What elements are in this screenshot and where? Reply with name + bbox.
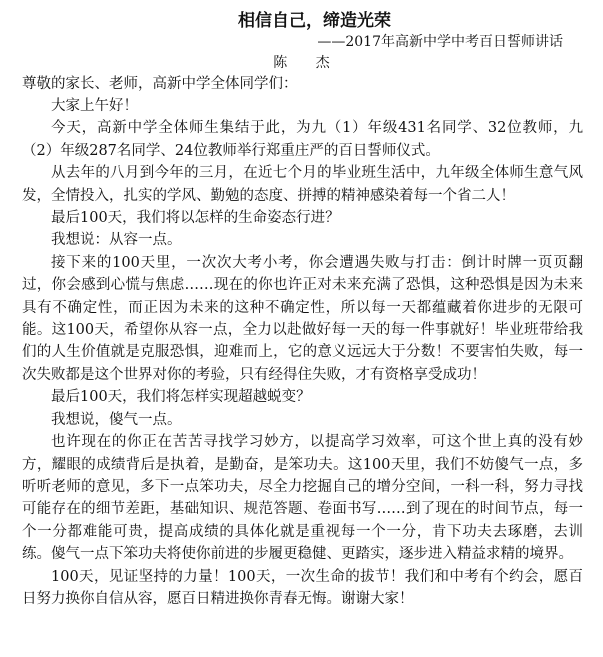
paragraph: 我想说：从容一点。 <box>51 232 182 249</box>
salutation: 尊敬的家长、老师，高新中学全体同学们： <box>22 76 298 92</box>
document-subtitle: ——2017年高新中学中考百日誓师讲话 <box>317 34 563 50</box>
paragraph: 大家上午好！ <box>51 98 138 114</box>
paragraph: 我想说，傻气一点。 <box>51 411 182 428</box>
paragraph: 最后100天，我们将以怎样的生命姿态行进？ <box>51 210 340 227</box>
paragraph: 也许现在的你正在苦苦寻找学习妙方，以提高学习效率，可这个世上真的没有妙方，耀眼的成绩背后是执着，是勤奋，是笨功夫。这100天里，我们不妨傻气一点，多听听老师的意见，多下一点笨功夫，尽全力挖掘自己的增分空间，一科一科，努力寻找可能存在的细节差距，基础知识、规范答题、卷面书写……到了现在的时间节点，每一个一分都难能可贵，提高成绩的具体化就是重视每一个一分，肯下功夫去琢磨，去训练。傻气一点下笨功夫将使你前进的步履更稳健、更踏实，逐步进入精益求精的境界。 <box>22 434 583 563</box>
author-name: 陈 杰 <box>273 55 342 71</box>
paragraph: 今天，高新中学全体师生集结于此，为九（1）年级431名同学、32位教师，九（2）年级287名同学、24位教师举行郑重庄严的百日誓师仪式。 <box>22 120 583 159</box>
paragraph: 最后100天，我们将怎样实现超越蜕变？ <box>51 389 311 406</box>
paragraph: 接下来的100天里，一次次大考小考，你会遭遇失败与打击：倒计时牌一页页翻过，你会感到心慌与焦虑……现在的你也许正对未来充满了恐惧，这种恐惧是因为未来具有不确定性，而正因为未来的这种不确定性，所以每一天都蕴藏着你进步的无限可能。这100天，希望你从容一点，全力以赴做好每一天的每一件事就好！毕业班带给我们的人生价值就是克服恐惧，迎难而上，它的意义远远大于分数！不要害怕失败，每一次失败都是这个世界对你的考验，只有经得住失败，才有资格享受成功！ <box>22 254 583 383</box>
document-title: 相信自己，缔造光荣 <box>238 11 391 31</box>
paragraph: 100天，见证坚持的力量！100天，一次生命的拔节！我们和中考有个约会，愿百日努力换你自信从容，愿百日精进换你青春无悔。谢谢大家！ <box>22 568 583 607</box>
paragraph: 从去年的八月到今年的三月，在近七个月的毕业班生活中，九年级全体师生意气风发，全情投入，扎实的学风、勤勉的态度、拼搏的精神感染着每一个省二人！ <box>22 165 583 204</box>
